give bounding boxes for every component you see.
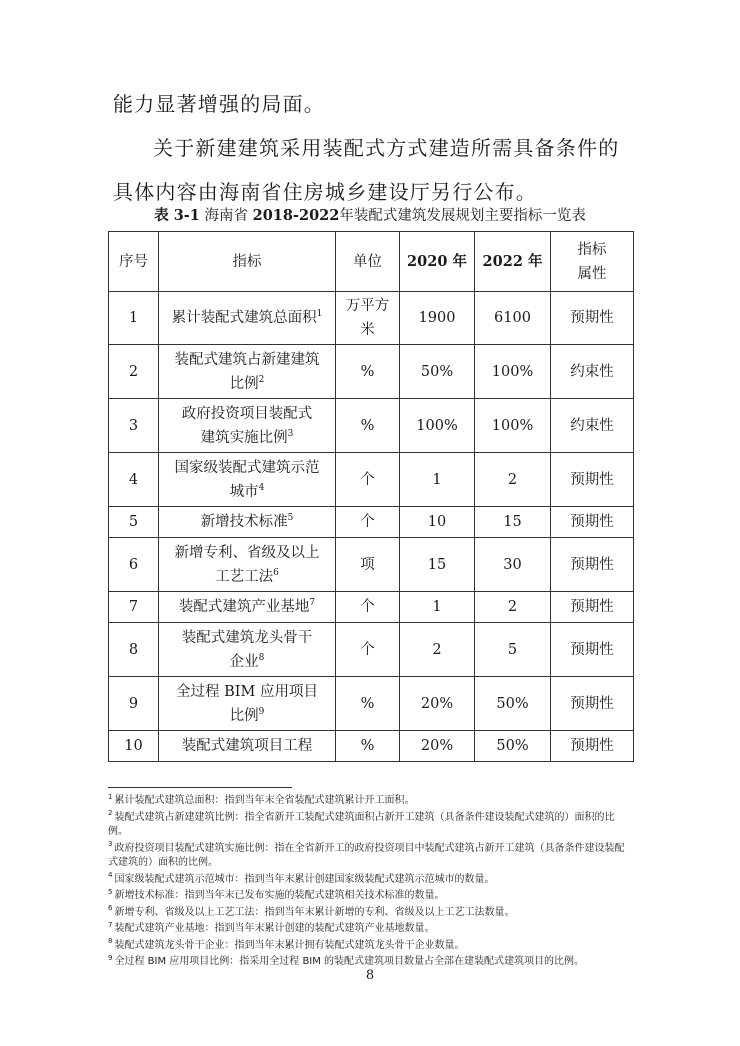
- row-attribute: 预期性: [551, 453, 634, 507]
- footnote-ref: 3: [287, 428, 294, 439]
- row-value-2020: 2: [400, 623, 475, 677]
- row-number: 4: [109, 453, 159, 507]
- indicator-text-2: 企业: [229, 653, 259, 670]
- indicator-text: 全过程 BIM 应用项目: [176, 683, 318, 700]
- table-row: [109, 399, 634, 453]
- header-attribute-line1: 指标: [577, 241, 607, 258]
- table-row: [109, 677, 634, 731]
- row-unit: 个: [336, 623, 400, 677]
- row-attribute: 约束性: [551, 345, 634, 399]
- indicator-line-2: [162, 480, 332, 504]
- footnote-text: 国家级装配式建筑示范城市：指到当年末累计创建国家级装配式建筑示范城市的数量。: [114, 873, 495, 885]
- row-unit: 个: [336, 592, 400, 623]
- indicator-line-1: [162, 626, 332, 650]
- table-row: [109, 731, 634, 762]
- caption-years: 2018-2022: [252, 207, 340, 224]
- row-attribute: 约束性: [551, 399, 634, 453]
- footnote-number: 6: [108, 904, 113, 913]
- row-attribute: 预期性: [551, 731, 634, 762]
- footnote: [108, 889, 634, 904]
- indicator-line-1: [162, 734, 332, 758]
- table-caption: [0, 206, 740, 226]
- indicator-line-2: [162, 565, 332, 589]
- indicator-text-2: 比例: [229, 375, 259, 392]
- table-row: [109, 453, 634, 507]
- header-no: 序号: [109, 232, 159, 292]
- row-unit: %: [336, 399, 400, 453]
- footnote-text: 装配式建筑龙头骨干企业：指到当年末累计拥有装配式建筑龙头骨干企业数量。: [114, 939, 465, 951]
- indicator-line-1: [162, 595, 332, 619]
- page-number: 8: [365, 968, 375, 983]
- header-2022: 2022 年: [475, 232, 551, 292]
- row-number: 1: [109, 292, 159, 345]
- row-value-2022: 30: [475, 538, 551, 592]
- row-value-2022: 2: [475, 453, 551, 507]
- indicator-text-2: 比例: [229, 707, 259, 724]
- indicator-line-2: [162, 426, 332, 450]
- indicator-text-2: 工艺工法: [215, 568, 274, 585]
- indicator-text: 装配式建筑占新建建筑: [174, 351, 320, 368]
- table-row: [109, 292, 634, 345]
- row-value-2020: 50%: [400, 345, 475, 399]
- header-attribute-line2: 属性: [577, 265, 607, 282]
- row-value-2020: 20%: [400, 677, 475, 731]
- row-value-2020: 10: [400, 507, 475, 538]
- table-header-row: [109, 232, 634, 292]
- header-indicator: 指标: [159, 232, 336, 292]
- row-indicator: [159, 399, 336, 453]
- table-body: [109, 292, 634, 762]
- row-attribute: 预期性: [551, 677, 634, 731]
- row-indicator: [159, 731, 336, 762]
- body-paragraph-1: 能力显著增强的局面。: [113, 92, 325, 116]
- row-value-2022: 5: [475, 623, 551, 677]
- row-value-2020: 15: [400, 538, 475, 592]
- footnote-ref: 5: [287, 513, 294, 524]
- footnote-number: 7: [108, 920, 113, 929]
- footnote-text: 新增专利、省级及以上工艺工法：指到当年末累计新增的专利、省级及以上工艺工法数量。: [114, 906, 515, 918]
- row-value-2020: 1: [400, 592, 475, 623]
- row-number: 3: [109, 399, 159, 453]
- row-attribute: 预期性: [551, 507, 634, 538]
- row-unit: 万平方米: [336, 292, 400, 345]
- indicator-text: 国家级装配式建筑示范: [174, 459, 320, 476]
- indicator-text: 装配式建筑龙头骨干: [181, 629, 313, 646]
- row-indicator: [159, 677, 336, 731]
- row-value-2022: 50%: [475, 731, 551, 762]
- indicator-line-1: [162, 306, 332, 330]
- indicator-text: 新增技术标准: [200, 514, 288, 530]
- indicator-text-2: 城市: [229, 483, 259, 500]
- row-number: 10: [109, 731, 159, 762]
- row-unit: %: [336, 677, 400, 731]
- row-value-2022: 15: [475, 507, 551, 538]
- row-indicator: [159, 453, 336, 507]
- row-attribute: 预期性: [551, 538, 634, 592]
- indicator-table: [108, 231, 634, 762]
- indicator-line-1: [162, 456, 332, 480]
- footnote-text: 新增技术标准：指到当年末已发布实施的装配式建筑相关技术标准的数量。: [114, 890, 445, 901]
- row-value-2020: 1900: [400, 292, 475, 345]
- footnote-ref: 7: [309, 598, 316, 609]
- footnote-number: 1: [108, 792, 113, 801]
- indicator-text: 装配式建筑项目工程: [181, 738, 313, 754]
- table-row: [109, 507, 634, 538]
- footnote-number: 4: [108, 871, 113, 880]
- indicator-line-2: [162, 372, 332, 396]
- table-label: 表 3-1: [154, 207, 200, 224]
- row-indicator: [159, 623, 336, 677]
- caption-title-a: 海南省: [204, 208, 248, 224]
- footnote-ref: 9: [258, 706, 265, 717]
- indicator-line-1: [162, 541, 332, 565]
- indicator-line-2: [162, 704, 332, 728]
- footnote-divider: [108, 787, 292, 788]
- footnote-text: 全过程 BIM 应用项目比例：指采用全过程 BIM 的装配式建筑项目数量占全部在建装配式建筑项目的比例。: [114, 956, 585, 967]
- row-number: 6: [109, 538, 159, 592]
- footnote-text: 装配式建筑产业基地：指到当年末累计创建的装配式建筑产业基地数量。: [114, 923, 435, 934]
- row-number: 8: [109, 623, 159, 677]
- row-attribute: 预期性: [551, 623, 634, 677]
- footnote-number: 9: [108, 953, 113, 962]
- row-number: 5: [109, 507, 159, 538]
- row-value-2022: 100%: [475, 399, 551, 453]
- indicator-text: 装配式建筑产业基地: [178, 599, 310, 615]
- footnote-ref: 6: [273, 567, 279, 578]
- row-number: 7: [109, 592, 159, 623]
- row-value-2022: 2: [475, 592, 551, 623]
- row-unit: %: [336, 731, 400, 762]
- footnote-ref: 4: [258, 482, 265, 493]
- table-row: [109, 538, 634, 592]
- indicator-line-1: [162, 680, 332, 704]
- row-unit: 个: [336, 453, 400, 507]
- footnote: [108, 873, 634, 888]
- row-attribute: 预期性: [551, 592, 634, 623]
- row-number: 9: [109, 677, 159, 731]
- indicator-text: 累计装配式建筑总面积: [171, 310, 317, 326]
- footnotes: [108, 794, 634, 972]
- row-value-2022: 6100: [475, 292, 551, 345]
- header-unit: 单位: [336, 232, 400, 292]
- footnote: [108, 906, 634, 921]
- row-unit: 个: [336, 507, 400, 538]
- footnote-number: 5: [108, 887, 113, 896]
- indicator-text-2: 建筑实施比例: [200, 429, 288, 446]
- row-value-2020: 100%: [400, 399, 475, 453]
- footnote-ref: 2: [258, 374, 265, 385]
- row-indicator: [159, 292, 336, 345]
- indicator-line-1: [162, 402, 332, 426]
- footnote-number: 8: [108, 937, 113, 946]
- indicator-line-1: [162, 348, 332, 372]
- row-attribute: 预期性: [551, 292, 634, 345]
- footnote-number: 2: [108, 809, 113, 818]
- row-indicator: [159, 538, 336, 592]
- footnote-text: 累计装配式建筑总面积：指到当年末全省装配式建筑累计开工面积。: [114, 795, 415, 806]
- caption-title-b: 年装配式建筑发展规划主要指标一览表: [339, 208, 586, 224]
- footnote: [108, 842, 634, 871]
- footnote-ref: 1: [316, 309, 323, 320]
- row-value-2022: 100%: [475, 345, 551, 399]
- indicator-text: 政府投资项目装配式: [181, 405, 313, 422]
- row-unit: %: [336, 345, 400, 399]
- header-attribute: [551, 232, 634, 292]
- footnote: [108, 794, 634, 809]
- row-unit: 项: [336, 538, 400, 592]
- footnote: [108, 939, 634, 954]
- row-value-2020: 1: [400, 453, 475, 507]
- indicator-line-1: [162, 510, 332, 534]
- row-indicator: [159, 507, 336, 538]
- header-2020: 2020 年: [400, 232, 475, 292]
- indicator-line-2: [162, 650, 332, 674]
- footnote-text: 装配式建筑占新建建筑比例：指全省新开工装配式建筑面积占新开工建筑（具备条件建设装配式建筑的）面积的比例。: [108, 811, 615, 837]
- row-indicator: [159, 345, 336, 399]
- footnote-text: 政府投资项目装配式建筑实施比例：指在全省新开工的政府投资项目中装配式建筑占新开工建筑（具备条件建设装配式建筑的）面积的比例。: [108, 842, 625, 868]
- footnote-ref: 8: [258, 652, 265, 663]
- row-value-2020: 20%: [400, 731, 475, 762]
- row-indicator: [159, 592, 336, 623]
- table-row: [109, 345, 634, 399]
- row-number: 2: [109, 345, 159, 399]
- table-row: [109, 592, 634, 623]
- body-paragraph-2: 关于新建建筑采用装配式方式建造所需具备条件的具体内容由海南省住房城乡建设厅另行公布。: [113, 136, 620, 204]
- row-value-2022: 50%: [475, 677, 551, 731]
- footnote: [108, 922, 634, 937]
- footnote-number: 3: [108, 840, 113, 849]
- table-row: [109, 623, 634, 677]
- footnote: [108, 811, 634, 840]
- indicator-text: 新增专利、省级及以上: [174, 544, 320, 561]
